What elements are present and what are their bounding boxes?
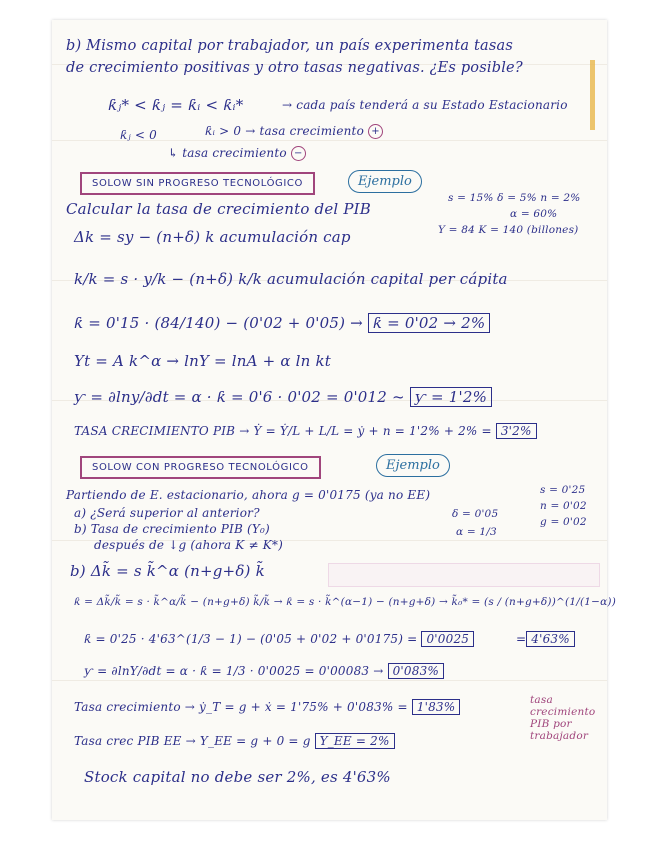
param-s: s = 0'25 [540,484,586,496]
k-calculation-2 [84,632,474,646]
kj-negative: ƙⱼ < 0 [120,128,157,142]
gdp-growth-result-box: 3'2% [496,423,537,439]
highlighter-mark [590,60,595,130]
y-result-2-box: 0'083% [388,663,444,679]
side-note-per-worker: tasa crecimiento PIB por trabajador [530,694,596,742]
ee-growth-line [74,734,395,748]
k-result-2-box: 0'0025 [421,631,474,647]
params-1: s = 15% δ = 5% n = 2% [448,192,581,204]
question-b-1: b) Tasa de crecimiento PIB (Y₀) [74,522,270,536]
ee-growth-result-box: Y_EE = 2% [315,733,395,749]
growth-rate-line [74,700,460,714]
k-calculation-2-text: ƙ = 0'25 · 4'63^(1/3 − 1) − (0'05 + 0'02 + 0'0175) = [84,632,418,646]
question-b-2: después de ↓g (ahora K ≠ K*) [94,538,283,552]
ee-growth-text: Tasa crec PIB EE → Y_EE = g + 0 = g [74,734,311,748]
y-calculation-2-text: ƴ = ∂lnY/∂dt = α · ƙ = 1/3 · 0'0025 = 0'00083 → [84,664,384,678]
k-calculation-text: ƙ = 0'15 · (84/140) − (0'02 + 0'05) → [74,314,363,332]
ruled-line [52,680,607,681]
question-a: a) ¿Será superior al anterior? [74,506,260,520]
growth-rate-result-box: 1'83% [412,699,461,715]
param-g: g = 0'02 [540,516,587,528]
calc-instruction: Calcular la tasa de crecimiento del PIB [66,200,372,218]
minus-circle-icon: − [291,146,306,161]
starting-point: Partiendo de E. estacionario, ahora g = 0'0175 (ya no EE) [66,488,431,502]
y-calculation-text: ƴ = ∂lny/∂dt = α · ƙ = 0'6 · 0'02 = 0'012 ~ [74,388,405,406]
condition-formula: ƙⱼ* < ƙⱼ = ƙᵢ < ƙᵢ* [108,96,244,114]
production-function: Yt = A k^α → lnY = lnA + α ln kt [74,352,332,370]
section-header-no-tech: SOLOW SIN PROGRESO TECNOLÓGICO [80,172,315,195]
param-n: n = 0'02 [540,500,587,512]
gdp-growth-rate [74,424,537,438]
example-badge-1: Ejemplo [348,170,422,193]
param-alpha: α = 1/3 [456,526,497,538]
stock-capital-conclusion: Stock capital no debe ser 2%, es 4'63% [84,768,391,786]
faint-highlight [328,563,600,587]
negative-growth-line [168,146,306,161]
gdp-growth-text: TASA CRECIMIENTO PIB → Ẏ = Ẏ/L + L/L = ẏ + n = 1'2% + 2% = [74,424,492,438]
negative-growth-text: ↳ tasa crecimiento [168,146,287,160]
capital-accumulation-formula: Δk = sy − (n+δ) k acumulación cap [74,228,351,246]
condition-arrow-text: → cada país tenderá a su Estado Estacionario [282,98,568,112]
question-b-line-1: b) Mismo capital por trabajador, un país experimenta tasas [66,38,513,54]
params-3: Y = 84 K = 140 (billones) [438,224,579,236]
question-b-line-2: de crecimiento positivas y otro tasas negativas. ¿Es posible? [66,60,523,76]
growth-rate-text: Tasa crecimiento → ẏ_T = g + ẋ = 1'75% + 0'083% = [74,700,408,714]
ki-positive-text: ƙᵢ > 0 → tasa crecimiento [205,124,365,138]
y-calculation-2 [84,664,444,678]
example-badge-2: Ejemplo [376,454,450,477]
k-long-derivation: ƙ = Δk̃/k̃ = s · k̃^α/k̃ − (n+g+δ) k̃/k̃ → ƙ = s · k̃^(α−1) − (n+g+δ) → k̃₀* = (s / (n+g+δ))^(1/(1−α)) [74,596,617,608]
section-header-with-tech: SOLOW CON PROGRESO TECNOLÓGICO [80,456,321,479]
k-star-result-box: 4'63% [526,631,575,647]
k-result-box: ƙ = 0'02 → 2% [368,313,490,333]
k-star-line: = 4'63% [516,632,575,646]
y-result-box: ƴ = 1'2% [410,387,492,407]
ki-positive [205,124,383,139]
y-calculation [74,388,492,406]
param-delta: δ = 0'05 [452,508,499,520]
b-formula: b) Δk̃ = s k̃^α (n+g+δ) k̃ [70,562,265,580]
k-calculation [74,314,490,332]
per-capita-formula: k/k = s · y/k − (n+δ) k/k acumulación capital per cápita [74,270,508,288]
plus-circle-icon: + [368,124,383,139]
params-2: α = 60% [510,208,558,220]
